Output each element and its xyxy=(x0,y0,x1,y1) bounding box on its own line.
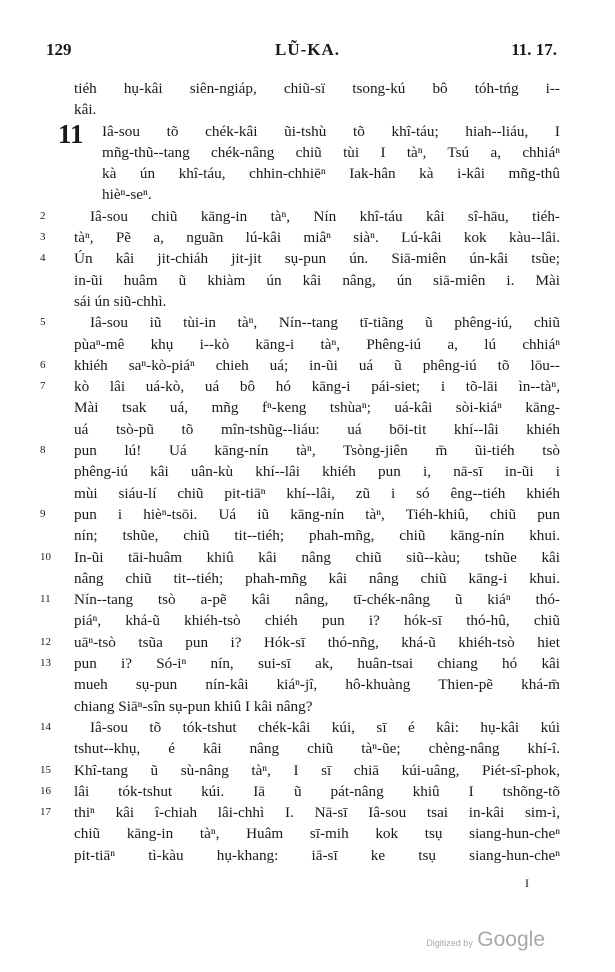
text-line xyxy=(40,397,560,418)
chapter-verse-reference: 11. 17. xyxy=(511,40,557,59)
text-line xyxy=(40,461,560,482)
line-text: mñg-thũ--tang chék-nâng chiũ tùi I tàⁿ, Tsú a, chhiáⁿ xyxy=(102,143,560,161)
line-text: pun i hièⁿ-tsōi. Uá iũ kāng-nín tàⁿ, Tiéh-khiû, chiũ pun xyxy=(74,505,560,523)
running-title: LŨ-KA. xyxy=(274,40,341,59)
line-text: uá tsò-pũ tõ mîn-tshũg--liáu: uá bōi-tit khí--lâi khiéh xyxy=(74,420,560,438)
scripture-text xyxy=(40,78,560,866)
verse-number: 17 xyxy=(40,806,51,819)
text-line xyxy=(40,355,560,376)
verse-number: 11 xyxy=(40,593,51,606)
line-text: tàⁿ, Pẽ a, nguãn lú-kâi miâⁿ siàⁿ. Lú-kâi kok kàu--lâi. xyxy=(74,229,560,247)
text-line xyxy=(40,291,560,312)
text-line xyxy=(40,632,560,653)
line-text: sái ún siũ-chhì. xyxy=(74,292,167,310)
text-line xyxy=(40,483,560,504)
text-line xyxy=(40,99,560,120)
line-text: lâi tók-tshut kúi. Iā ũ pát-nâng khiû I tshõng-tõ xyxy=(74,782,560,800)
line-text: tshut--khụ, é kâi nâng chiũ tàⁿ-ũe; chèng-nâng khí-î. xyxy=(74,740,560,758)
verse-number: 6 xyxy=(40,358,46,371)
line-text: chiũ kāng-in tàⁿ, Huâm sī-mih kok tsụ siang-hun-cheⁿ xyxy=(74,825,560,843)
text-line xyxy=(40,589,560,610)
text-line xyxy=(40,845,560,866)
text-line xyxy=(40,334,560,355)
google-logo-text: Google xyxy=(477,928,545,951)
line-text: Iâ-sou iũ tùi-in tàⁿ, Nín--tang tī-tiãng ũ phêng-iú, chiũ xyxy=(90,314,560,332)
text-line xyxy=(40,738,560,759)
text-line xyxy=(40,227,560,248)
text-line xyxy=(40,610,560,631)
line-text: Iâ-sou chiũ kāng-in tàⁿ, Nín khî-táu kâi sî-hāu, tiéh- xyxy=(90,207,560,225)
line-text: pun lú! Uá kāng-nín tàⁿ, Tsòng-jiên m̄ ũi-tiéh tsò xyxy=(74,442,560,460)
line-text: in-ũi huâm ũ khiàm ún kâi nâng, ún siā-miên i. Mài xyxy=(74,271,560,289)
line-text: kò lâi uá-kò, uá bô hó kāng-i pái-siet; i tõ-lāi ìn--tàⁿ, xyxy=(74,378,560,396)
text-line xyxy=(40,802,560,823)
text-line xyxy=(40,781,560,802)
line-text: Khî-tang ũ sù-nâng tàⁿ, I sī chiā kúi-uâng, Piét-sî-phok, xyxy=(74,761,560,779)
text-line xyxy=(40,504,560,525)
verse-number: 9 xyxy=(40,507,46,520)
text-line xyxy=(40,823,560,844)
text-line xyxy=(40,653,560,674)
text-line xyxy=(40,206,560,227)
line-text: Iâ-sou tõ chék-kâi ũi-tshù tõ khî-táu; hiah--liáu, I xyxy=(102,122,560,140)
line-text: pun i? Só-iⁿ nín, sui-sī ak, huân-tsai chiang hó kâi xyxy=(74,655,560,673)
line-text: pit-tiāⁿ tì-kàu hụ-khang: iā-sī ke tsụ siang-hun-cheⁿ xyxy=(74,846,560,864)
digitized-by-label: Digitized by xyxy=(426,938,473,948)
text-line xyxy=(40,142,560,163)
text-line xyxy=(40,184,560,205)
text-line xyxy=(40,717,560,738)
verse-number: 14 xyxy=(40,720,51,733)
text-line xyxy=(40,419,560,440)
page-number: 129 xyxy=(46,40,72,59)
text-line xyxy=(40,547,560,568)
text-line xyxy=(40,674,560,695)
verse-number: 8 xyxy=(40,444,46,457)
verse-number: 12 xyxy=(40,635,51,648)
verse-number: 16 xyxy=(40,784,51,797)
text-line xyxy=(40,270,560,291)
line-text: piáⁿ, khá-ũ khiéh-tsò chiéh pun i? hók-sī thó-hû, chiũ xyxy=(74,612,560,630)
text-line xyxy=(40,760,560,781)
line-text: mueh sụ-pun nín-kâi kiáⁿ-jî, hô-khuàng Thien-pẽ khá-m̄ xyxy=(74,676,560,694)
line-text: mùi siáu-lí chiũ pit-tiāⁿ khí--lâi, zũ i só êng--tiéh khiéh xyxy=(74,484,560,502)
verse-number: 10 xyxy=(40,550,51,563)
line-text: pùaⁿ-mê khụ i--kò kāng-i tàⁿ, Phêng-iú a, lú chhiáⁿ xyxy=(74,335,560,353)
line-text: kâi. xyxy=(74,101,97,119)
line-text: thiⁿ kâi î-chiah lâi-chhì I. Nā-sī Iâ-sou tsai in-kâi sim-ì, xyxy=(74,804,560,822)
text-line xyxy=(40,248,560,269)
line-text: uāⁿ-tsò tsũa pun i? Hók-sī thó-nñg, khá-ũ khiéh-tsò hiet xyxy=(74,633,560,651)
line-text: Iâ-sou tõ tók-tshut chék-kâi kúi, sī é kâi: hụ-kâi kúi xyxy=(90,718,560,736)
verse-number: 2 xyxy=(40,209,46,222)
line-text: Ún kâi jit-chiáh jit-jit sụ-pun ún. Siā-miên ún-kâi tsũe; xyxy=(74,250,560,268)
line-text: nín; tshũe, chiũ tit--tiéh; phah-mñg, chiũ kāng-nín khui. xyxy=(74,527,560,545)
verse-number: 15 xyxy=(40,763,51,776)
line-text: khiéh saⁿ-kò-piáⁿ chieh uá; in-ũi uá ũ phêng-iú tõ lōu-- xyxy=(74,356,560,374)
verse-number: 3 xyxy=(40,231,46,244)
verse-number: 13 xyxy=(40,657,51,670)
line-text: phêng-iú kâi uân-kù khí--lâi khiéh pun i, nā-sī in-ũi i xyxy=(74,463,560,481)
catchword: I xyxy=(525,876,529,890)
text-line xyxy=(40,312,560,333)
line-text: kà ún khî-táu, chhin-chhiēⁿ Iak-hân kà i-kâi mñg-thû xyxy=(102,165,560,183)
line-text: tiéh hụ-kâi siên-ngiáp, chiũ-sï tsong-kú bô tóh-tńg i-- xyxy=(74,80,560,97)
text-line xyxy=(40,118,560,149)
verse-number: 4 xyxy=(40,252,46,265)
text-line xyxy=(40,376,560,397)
chapter-number: 11 xyxy=(58,118,84,149)
text-line xyxy=(40,440,560,461)
page-header xyxy=(40,40,575,64)
text-line xyxy=(40,696,560,717)
text-line xyxy=(40,163,560,184)
line-text: In-ũi tāi-huâm khiû kâi nâng chiũ siũ--kàu; tshũe kâi xyxy=(74,548,560,566)
text-line xyxy=(40,525,560,546)
line-text: hièⁿ-seⁿ. xyxy=(102,186,152,204)
digitization-watermark xyxy=(426,928,545,952)
verse-number: 5 xyxy=(40,316,46,329)
line-text: nâng chiũ tit--tiéh; phah-mñg kâi nâng chiũ kāng-i khui. xyxy=(74,569,560,587)
verse-number: 7 xyxy=(40,380,46,393)
line-text: chiang Siāⁿ-sîn sụ-pun khiû I kâi nâng? xyxy=(74,697,313,715)
line-text: Nín--tang tsò a-pẽ kâi nâng, tī-chék-nâng ũ kiáⁿ thó- xyxy=(74,591,560,609)
line-text: Mài tsak uá, mñg fⁿ-keng tshùaⁿ; uá-kâi sòi-kiáⁿ kāng- xyxy=(74,399,560,417)
text-line xyxy=(40,78,560,99)
text-line xyxy=(40,568,560,589)
